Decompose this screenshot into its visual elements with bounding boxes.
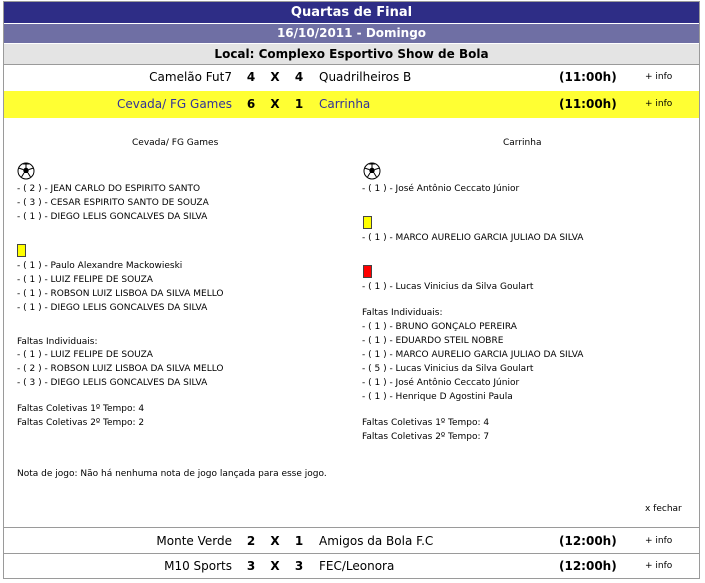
soccer-ball-icon bbox=[363, 162, 381, 180]
more-info-link[interactable]: + info bbox=[645, 561, 673, 571]
match-note: Nota de jogo: Não há nenhuma nota de jogo lançada para esse jogo. bbox=[17, 469, 327, 479]
match-time: (12:00h) bbox=[559, 534, 617, 548]
yellow-card-item: - ( 1 ) - MARCO AURELIO GARCIA JULIAO DA SILVA bbox=[362, 233, 584, 243]
red-card-icon bbox=[363, 265, 372, 278]
away-score: 1 bbox=[294, 97, 304, 111]
match-time: (11:00h) bbox=[559, 97, 617, 111]
away-score: 3 bbox=[294, 559, 304, 573]
foul-item: - ( 1 ) - Henrique D Agostini Paula bbox=[362, 392, 513, 402]
red-card-item: - ( 1 ) - Lucas Vinicius da Silva Goulart bbox=[362, 282, 534, 292]
match-detail bbox=[4, 120, 699, 524]
foul-item: - ( 1 ) - EDUARDO STEIL NOBRE bbox=[362, 336, 504, 346]
goal-item: - ( 2 ) - JEAN CARLO DO ESPIRITO SANTO bbox=[17, 184, 201, 194]
team-fouls-first-half: Faltas Coletivas 1º Tempo: 4 bbox=[362, 418, 490, 428]
yellow-card-item: - ( 1 ) - LUIZ FELIPE DE SOUZA bbox=[17, 275, 153, 285]
yellow-card-item: - ( 1 ) - ROBSON LUIZ LISBOA DA SILVA MELLO bbox=[17, 289, 224, 299]
away-score: 1 bbox=[294, 534, 304, 548]
away-team: Amigos da Bola F.C bbox=[319, 534, 434, 548]
stage-title: Quartas de Final bbox=[4, 2, 699, 23]
away-team: Quadrilheiros B bbox=[319, 70, 412, 84]
match-row bbox=[4, 529, 699, 554]
match-time: (12:00h) bbox=[559, 559, 617, 573]
home-team: Monte Verde bbox=[156, 534, 232, 548]
more-info-link[interactable]: + info bbox=[645, 72, 673, 82]
away-team: Carrinha bbox=[319, 97, 371, 111]
foul-item: - ( 3 ) - DIEGO LELIS GONCALVES DA SILVA bbox=[17, 378, 208, 388]
match-location: Local: Complexo Esportivo Show de Bola bbox=[4, 44, 699, 65]
goal-item: - ( 1 ) - DIEGO LELIS GONCALVES DA SILVA bbox=[17, 212, 208, 222]
foul-item: - ( 1 ) - MARCO AURELIO GARCIA JULIAO DA SILVA bbox=[362, 350, 584, 360]
home-score: 3 bbox=[246, 559, 256, 573]
yellow-card-icon bbox=[363, 216, 372, 229]
match-row-selected bbox=[4, 91, 699, 118]
versus: X bbox=[270, 70, 280, 84]
home-team: Cevada/ FG Games bbox=[116, 97, 232, 111]
more-info-link[interactable]: + info bbox=[645, 536, 673, 546]
versus: X bbox=[270, 559, 280, 573]
left-team-heading: Cevada/ FG Games bbox=[132, 138, 219, 148]
fouls-label: Faltas Individuais: bbox=[362, 308, 443, 318]
close-detail-link[interactable]: x fechar bbox=[645, 504, 682, 514]
match-row bbox=[4, 554, 699, 579]
yellow-card-item: - ( 1 ) - Paulo Alexandre Mackowieski bbox=[17, 261, 183, 271]
away-team: FEC/Leonora bbox=[319, 559, 395, 573]
foul-item: - ( 2 ) - ROBSON LUIZ LISBOA DA SILVA MELLO bbox=[17, 364, 224, 374]
match-row bbox=[4, 65, 699, 90]
divider bbox=[4, 527, 699, 528]
soccer-ball-icon bbox=[17, 162, 35, 180]
team-fouls-first-half: Faltas Coletivas 1º Tempo: 4 bbox=[17, 404, 145, 414]
home-score: 2 bbox=[246, 534, 256, 548]
home-score: 6 bbox=[246, 97, 256, 111]
right-team-heading: Carrinha bbox=[503, 138, 542, 148]
foul-item: - ( 1 ) - LUIZ FELIPE DE SOUZA bbox=[17, 350, 153, 360]
foul-item: - ( 1 ) - BRUNO GONÇALO PEREIRA bbox=[362, 322, 517, 332]
goal-item: - ( 1 ) - José Antônio Ceccato Júnior bbox=[362, 184, 520, 194]
goal-item: - ( 3 ) - CESAR ESPIRITO SANTO DE SOUZA bbox=[17, 198, 209, 208]
match-date: 16/10/2011 - Domingo bbox=[4, 24, 699, 43]
team-fouls-second-half: Faltas Coletivas 2º Tempo: 2 bbox=[17, 418, 145, 428]
team-fouls-second-half: Faltas Coletivas 2º Tempo: 7 bbox=[362, 432, 490, 442]
versus: X bbox=[270, 534, 280, 548]
match-panel bbox=[3, 1, 700, 579]
more-info-link[interactable]: + info bbox=[645, 99, 673, 109]
yellow-card-icon bbox=[17, 244, 26, 257]
away-score: 4 bbox=[294, 70, 304, 84]
foul-item: - ( 5 ) - Lucas Vinicius da Silva Goulart bbox=[362, 364, 534, 374]
fouls-label: Faltas Individuais: bbox=[17, 337, 98, 347]
home-team: M10 Sports bbox=[164, 559, 232, 573]
home-team: Camelão Fut7 bbox=[149, 70, 232, 84]
foul-item: - ( 1 ) - José Antônio Ceccato Júnior bbox=[362, 378, 520, 388]
match-time: (11:00h) bbox=[559, 70, 617, 84]
home-score: 4 bbox=[246, 70, 256, 84]
versus: X bbox=[270, 97, 280, 111]
yellow-card-item: - ( 1 ) - DIEGO LELIS GONCALVES DA SILVA bbox=[17, 303, 208, 313]
